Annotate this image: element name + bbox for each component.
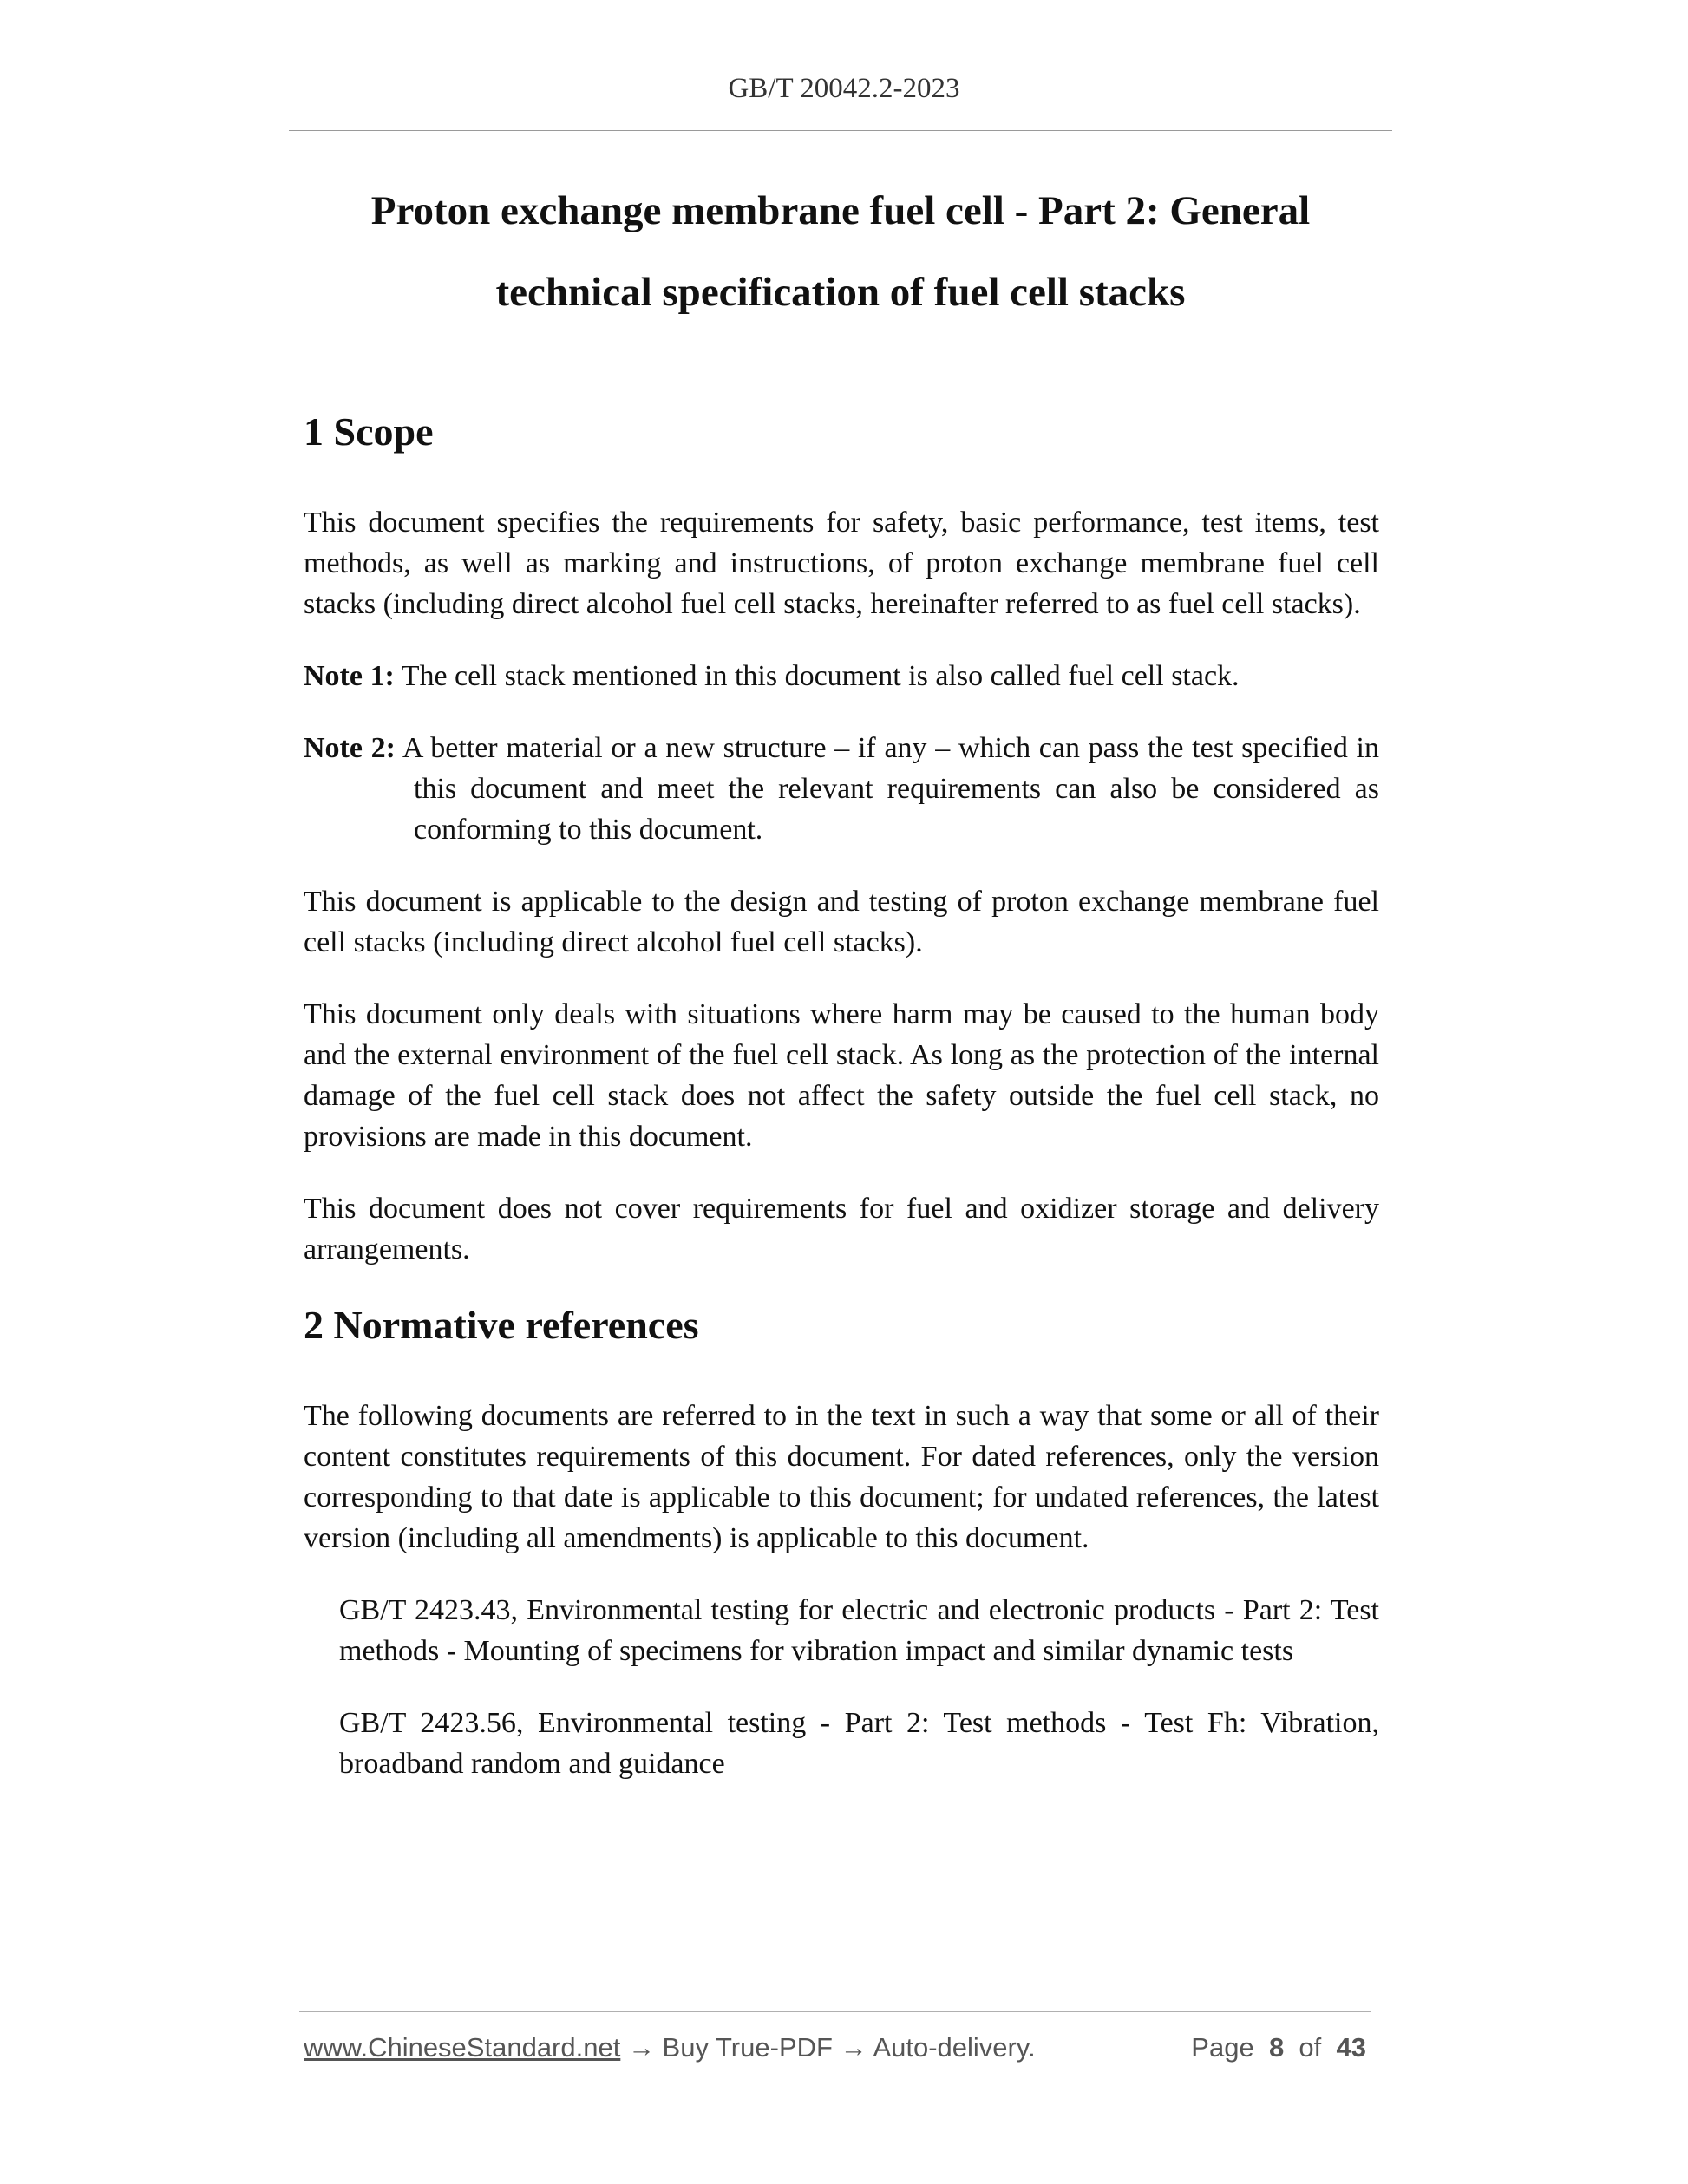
note-2-label: Note 2: [304,732,396,765]
scope-paragraph-1: This document specifies the requirements for safety, basic performance, test items, test methods, as well as marking and instructions, of proton exchange membrane fuel cell stacks (including direct alcohol fuel cell stacks, hereinafter referred to as fuel cell stacks). [304,507,1379,621]
document-title-line-1: Proton exchange membrane fuel cell - Part 2: General [370,188,1311,233]
scope-paragraph-3: This document only deals with situations where harm may be caused to the human body and the external environment of the fuel cell stack. As long as the protection of the internal damage of the fuel cell stack does not affect the safety outside the fuel cell stack, no provisions are made in this document. [304,998,1379,1154]
footer-promo [304,2032,1036,2063]
reference-item: GB/T 2423.56, Environmental testing - Part 2: Test methods - Test Fh: Vibration, broadband random and guidance [339,1707,1379,1781]
note-1-label: Note 1: [304,660,395,693]
scope-paragraph-4: This document does not cover requirements for fuel and oxidizer storage and delivery arrangements. [304,1193,1379,1266]
site-link[interactable]: www.ChineseStandard.net [304,2032,621,2063]
total-page-number: 43 [1336,2032,1366,2063]
note-1-text: The cell stack mentioned in this document is also called fuel cell stack. [401,660,1240,693]
footer-divider [299,2011,1371,2012]
scope-paragraph-2: This document is applicable to the design and testing of proton exchange membrane fuel cell stacks (including direct alcohol fuel cell stacks). [304,886,1379,959]
header-divider [289,130,1392,131]
page-indicator [1191,2032,1366,2063]
normative-references-intro: The following documents are referred to in the text in such a way that some or all of their content constitutes requirements of this document. For dated references, only the version corresponding to that date is applicable to this document; for undated references, the latest version (including all amendments) is applicable to this document. [304,1400,1379,1555]
note-2-text: A better material or a new structure – if any – which can pass the test specified in this document and meet the relevant requirements can also be considered as conforming to this document. [402,732,1379,847]
footer-tagline: → Buy True-PDF → Auto-delivery. [620,2032,1036,2063]
document-title-line-2: technical specification of fuel cell stacks [495,270,1186,315]
current-page-number: 8 [1268,2032,1285,2063]
page-of-label: of [1299,2032,1322,2063]
section-heading-scope: 1 Scope [304,409,434,454]
standard-code-header: GB/T 20042.2-2023 [728,73,960,104]
document-title [289,170,1392,333]
reference-item: GB/T 2423.43, Environmental testing for electric and electronic products - Part 2: Test methods - Mounting of specimens for vibration impact and similar dynamic tests [339,1594,1379,1668]
section-heading-normative-references: 2 Normative references [304,1303,699,1348]
note-1 [304,656,1379,696]
page-label: Page [1191,2032,1254,2063]
note-2 [304,728,1379,850]
document-body [304,408,1379,1815]
